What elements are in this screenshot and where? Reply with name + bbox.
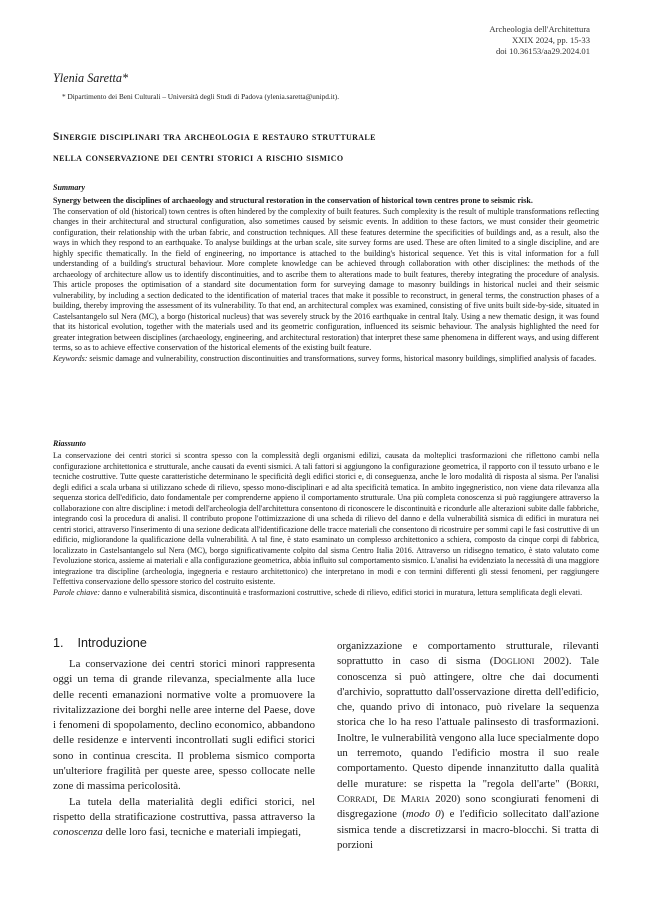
riassunto-keywords [53,588,599,599]
intro-p2-emphasis: conoscenza [53,826,103,839]
body-column-left [53,657,315,841]
riassunto-heading: Riassunto [53,439,86,448]
section-heading-introduction [53,636,147,650]
summary-body: The conservation of old (historical) town centres is often hindered by the complexity of built features. Such complexity is the result of multiple transformations reflecting changes in their architectural and structural configuration, also sometimes caused by seismic events. In addition to these factors, we must consider their geometric configuration, their relationship with the urban fabric, and construction techniques. All these features determine the specificities of buildings and, as a result, also the ways in which they respond to an earthquake. To analyse buildings at the urban scale, site survey forms are used. These are often limited to a single discipline, and are highly specific thematically. In the field of engineering, no importance is attached to the building's historical sequence. Yet this is vital information for a full understanding of a building's structural behaviour. More complete knowledge can be achieved through collaboration with other disciplines: the methods of the archaeology of architecture allow us to identify discontinuities, and to ascribe them to alterations made to built features, thereby integrating the procedure of analysis. This article proposes the optimisation of a standard site documentation form for surveying damage to masonry buildings in historical nuclei and their seismic vulnerability, by including a section dedicated to the identification of material traces that make it possible to reconstruct, in general terms, the construction phases of a building, thereby improving the assessment of its vulnerability. To that end, an architectural complex was examined, consisting of five units built side-by-side, situated in Castelsantangelo sul Nera (MC), a borgo (historical nucleus) that was severely struck by the 2016 earthquake in central Italy. Using a new thematic design, it was found that its historical evolution, together with the materials used and its geometric configuration, influenced its seismic behaviour. The analysis highlighted the need for greater integration between disciplines (archaeology, engineering, and architectural restoration) that interpret these same phenomena in different ways, and using different terms, so as to achieve effective conservation of the historical elements of the existing built feature. [53,206,599,352]
journal-doi: doi 10.36153/aa29.2024.01 [495,46,590,56]
summary-keywords [53,354,599,365]
riassunto-block [53,451,599,598]
summary-block [53,196,599,364]
paper-title [53,127,613,169]
intro-right-text-a: organizzazione e comportamento strutturale, rilevanti soprattutto in caso di sisma ( [337,640,599,668]
summary-keywords-label: Keywords: [53,353,88,363]
section-title: Introduzione [77,636,147,650]
intro-p2-text-b: delle loro fasi, tecniche e materiali impiegati, [102,826,301,839]
riassunto-body: La conservazione dei centri storici si scontra spesso con la complessità degli organismi edilizi, causata da molteplici trasformazioni che riflettono cambi nella configurazione architettonica e strutturale, anche causati da eventi sismici. A tali fattori si aggiungono la configurazione geometrica, il rapporto con il tessuto urbano e le tecniche costruttive. Tutte queste caratteristiche determinano le specificità degli edifici storici e, di conseguenza, anche le loro modalità di risposta al sisma. Per l'analisi degli edifici a scala urbana si utilizzano schede di rilievo, spesso mono-disciplinari e ad alta specificità tematica. In ambito ingegneristico, non viene data rilevanza alla sequenza storica dell'edificio, dato fondamentale per comprenderne appieno il comportamento strutturale. Una più completa conoscenza si può raggiungere attraverso la collaborazione con altre discipline: i metodi dell'archeologia dell'architettura consentono di riconoscere le discontinuità e ricondurle alle alterazioni subite dalle fabbriche, integrando così la procedura di analisi. Il contributo propone l'ottimizzazione di una scheda di rilievo del danno e della vulnerabilità sismica di edifici in muratura nei centri storici, attraverso l'inserimento di una sezione dedicata all'identificazione delle tracce materiali che consentono di ricostruire per sommi capi le fasi costruttive di un edificio, migliorandone la qualificazione della vulnerabilità. A tal fine, è stato esaminato un complesso architettonico a schiera, composto da cinque corpi di fabbrica, localizzato in Castelsantangelo sul Nera (MC), borgo significativamente colpito dal sisma Centro Italia 2016. Attraverso un ridisegno tematico, è stato valutato come l'evoluzione storica, assieme ai materiali e alla configurazione geometrica, abbia influito sul comportamento sismico. L'analisi ha evidenziato la necessità di una maggiore integrazione tra discipline (archeologia, ingegneria e restauro architettonico) che interpretano in modi e con termini differenti gli stessi fenomeni, per raggiungere l'effettiva conservazione dello spessore storico del costruito esistente. [53,451,599,586]
intro-p2-text-a: La tutela della materialità degli edifici storici, nel rispetto della stratificazione costruttiva, passa attraverso la [53,795,315,823]
citation-borri: Borri, Corradi, De Maria 2020 [337,777,599,805]
author-affiliation: * Dipartimento dei Beni Culturali – Università degli Studi di Padova (ylenia.saretta@unipd.it). [62,92,340,101]
intro-right-text-d: ) e l'edificio sollecitato dall'azione sismica tende a discretizzarsi in macro-blocchi. Si tratta di porzioni [337,808,599,851]
intro-right-emphasis: modo 0 [405,808,441,821]
summary-heading: Summary [53,183,86,192]
body-column-right [337,639,599,853]
summary-keywords-text: seismic damage and vulnerability, construction discontinuities and transformations, survey forms, historical masonry buildings, simplified analysis of facades. [89,353,597,363]
intro-paragraph-2 [53,795,315,841]
section-number: 1. [53,636,64,650]
journal-name: Archeologia dell'Architettura [489,24,590,34]
author-name: Ylenia Saretta* [53,71,129,85]
summary-title: Synergy between the disciplines of archaeology and structural restoration in the conservation of historical town centres prone to seismic risk. [53,196,533,205]
intro-right-text-b: ). Tale conoscenza si può attingere, oltre che dai documenti d'archivio, soprattutto dall'osservazione diretta dell'edificio, che, quando privo di intonaco, può rivelare la sequenza storica che lo ha reso l'attuale palinsesto di trasformazioni. Inoltre, le vulnerabilità vengono alla luce specialmente dopo un terremoto, quando l'edificio mostra il suo reale comportamento. Questo dipende innanzitutto dalla qualità delle murature: se rispetta la "regola dell'arte" ( [337,655,599,790]
paper-title-line-1: Sinergie disciplinari tra archeologia e restauro strutturale [53,131,376,143]
citation-doglioni: Doglioni 2002 [493,655,566,668]
journal-info [489,24,590,57]
intro-paragraph-1: La conservazione dei centri storici minori rappresenta oggi un tema di grande rilevanza, specialmente alla luce delle recenti emanazioni normative volte a promuovere la rivitalizzazione dei borghi nelle aree interne del Paese, dove i fenomeni di spopolamento, declino economico, abbandono delle residenze e interventi incontrollati sugli edifici storici sono in continua crescita. Il problema sismico comporta un'ulteriore fragilità per queste aree, spesso collocate nelle zone di massima pericolosità. [53,658,315,793]
intro-right-text-c: ) sono scongiurati fenomeni di disgregazione ( [337,792,599,821]
intro-paragraph-continued [337,639,599,853]
riassunto-keywords-text: danno e vulnerabilità sismica, discontinuità e trasformazioni costruttive, schede di rilievo, edifici storici in muratura, lettura semplificata degli elevati. [102,587,583,597]
journal-volume: XXIX 2024, pp. 15-33 [511,35,590,45]
paper-title-line-2: nella conservazione dei centri storici a rischio sismico [53,152,344,164]
riassunto-keywords-label: Parole chiave: [53,587,101,597]
